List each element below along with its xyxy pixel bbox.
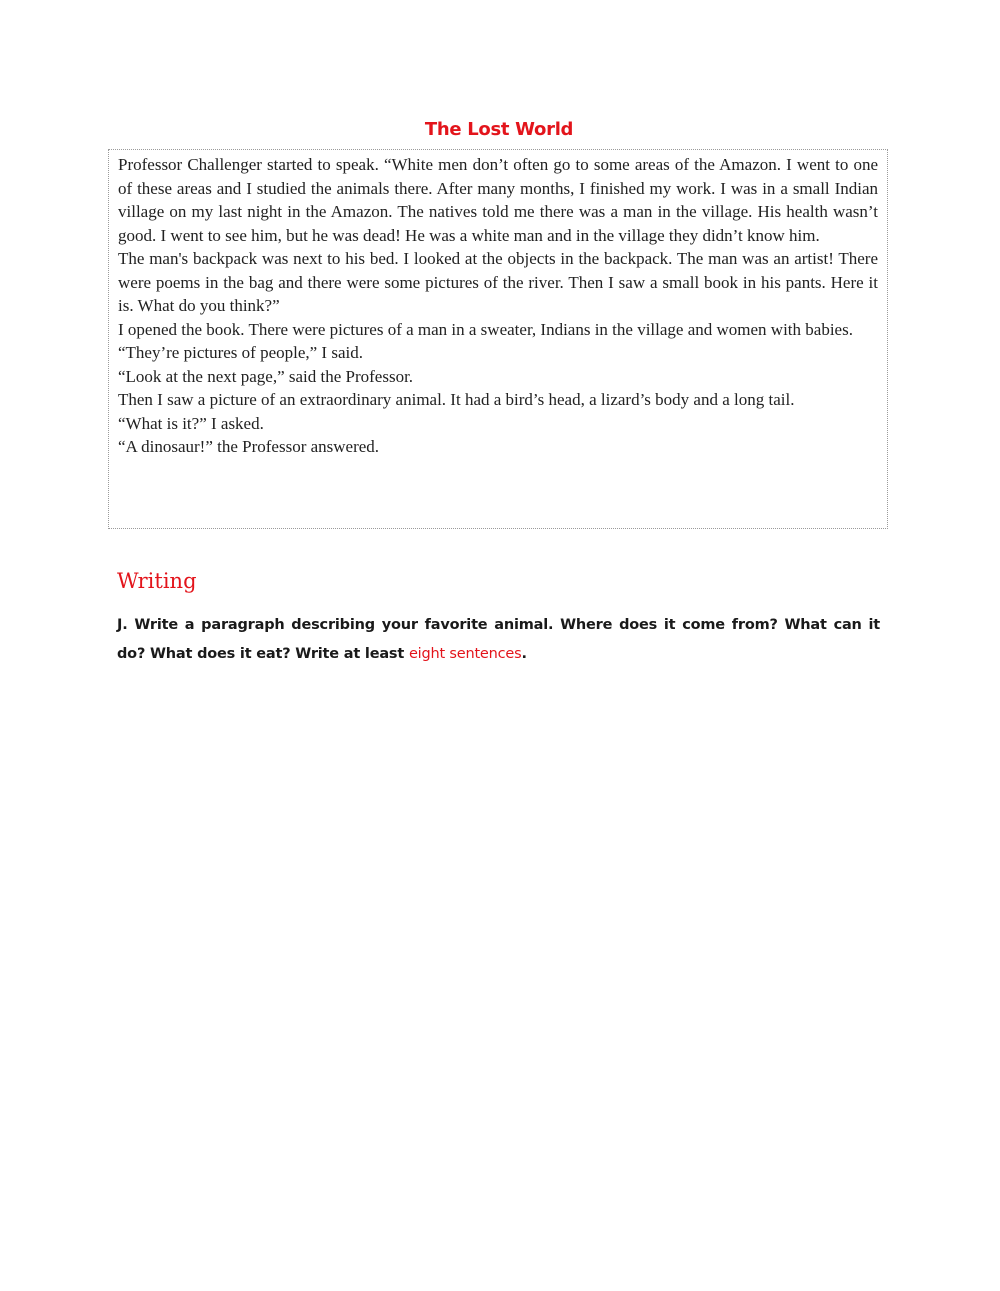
- story-paragraph-5: “Look at the next page,” said the Professor.: [118, 366, 414, 386]
- story-paragraph-8: “A dinosaur!” the Professor answered.: [118, 437, 380, 456]
- story-paragraph-3: I opened the book. There were pictures of a man in a sweater, Indians in the village and women with babies.: [118, 319, 853, 339]
- story-paragraph-7: “What is it?” I asked.: [118, 413, 264, 433]
- writing-instruction: [117, 611, 880, 669]
- story-title: The Lost World: [424, 119, 574, 140]
- story-text-box: [108, 149, 888, 529]
- writing-section-heading: Writing: [117, 569, 197, 593]
- story-paragraph-4: “They’re pictures of people,” I said.: [118, 343, 363, 362]
- story-paragraph-6: Then I saw a picture of an extraordinary animal. It had a bird’s head, a lizard’s body and a long tail.: [118, 390, 795, 409]
- story-paragraph-2: The man's backpack was next to his bed. I looked at the objects in the backpack. The man was an artist! There were poems in the bag and there were some pictures of the river. Then I saw a small book in his pants. Here it is. What do you think?”: [118, 249, 878, 315]
- instruction-text: J. Write a paragraph describing your favorite animal. Where does it come from? What can it do? What does it eat? Write at least: [117, 617, 880, 662]
- story-paragraph-1: Professor Challenger started to speak. “White men don’t often go to some areas of the Amazon. I went to one of these areas and I studied the animals there. After many months, I finished my work. I was in a small Indian village on my last night in the Amazon. The natives told me there was a man in the village. His health wasn’t good. I went to see him, but he was dead! He was a white man and in the village they didn’t know him.: [118, 155, 878, 245]
- instruction-highlight: eight sentences: [408, 646, 522, 662]
- instruction-end: .: [521, 646, 527, 662]
